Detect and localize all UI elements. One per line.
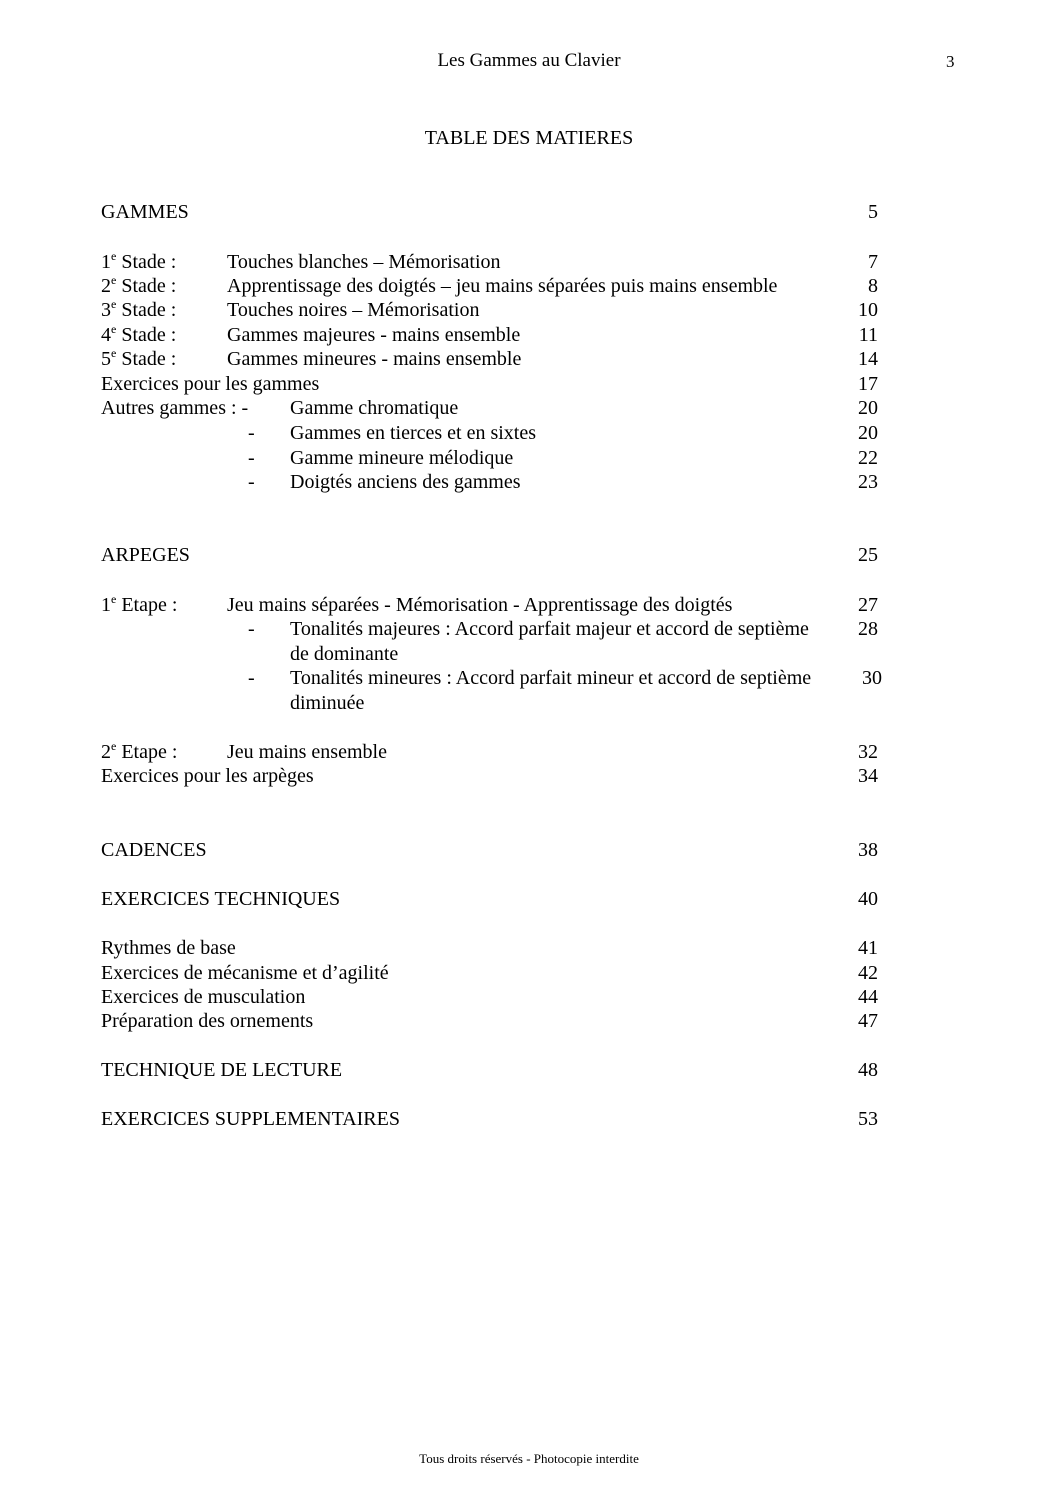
section-exercices-techniques-title: EXERCICES TECHNIQUES [101, 888, 341, 910]
autres-item-page: 20 [858, 422, 878, 444]
section-gammes-page: 5 [868, 201, 878, 223]
list-dash: - [248, 471, 255, 493]
etape1-sub1-page: 28 [858, 618, 878, 640]
etape1-sub2-page: 30 [862, 667, 882, 689]
stade1-page: 7 [868, 251, 878, 273]
section-lecture-page: 48 [858, 1059, 878, 1081]
etape1-sub2-cont: diminuée [290, 692, 365, 714]
rythmes-page: 41 [858, 937, 878, 959]
autres-item-page: 20 [858, 397, 878, 419]
section-gammes-title: GAMMES [101, 201, 189, 223]
stade1-label: 1e Stade : [101, 249, 177, 273]
section-supplementaires-title: EXERCICES SUPPLEMENTAIRES [101, 1108, 400, 1130]
running-header-title: Les Gammes au Clavier [437, 50, 621, 71]
stade4-text: Gammes majeures - mains ensemble [227, 324, 521, 346]
etape1-sub2-text: Tonalités mineures : Accord parfait mineur et accord de septième [290, 667, 812, 689]
musculation-page: 44 [858, 986, 878, 1008]
stade2-page: 8 [868, 275, 878, 297]
list-dash: - [248, 618, 255, 640]
section-supplementaires-page: 53 [858, 1108, 878, 1130]
ornements-page: 47 [858, 1010, 878, 1032]
list-dash: - [248, 422, 255, 444]
etape1-sub1-text: Tonalités majeures : Accord parfait majeur et accord de septième [290, 618, 809, 640]
page-number: 3 [946, 52, 955, 71]
rythmes-text: Rythmes de base [101, 937, 236, 959]
exercices-gammes-page: 17 [858, 373, 878, 395]
etape1-sub1-cont: de dominante [290, 643, 399, 665]
section-cadences-page: 38 [858, 839, 878, 861]
mecanisme-page: 42 [858, 962, 878, 984]
list-dash: - [248, 667, 255, 689]
mecanisme-text: Exercices de mécanisme et d’agilité [101, 962, 389, 984]
section-lecture-title: TECHNIQUE DE LECTURE [101, 1059, 343, 1081]
exercices-arpeges-text: Exercices pour les arpèges [101, 765, 314, 787]
etape2-label: 2e Etape : [101, 739, 178, 763]
stade3-text: Touches noires – Mémorisation [227, 299, 480, 321]
section-cadences-title: CADENCES [101, 839, 207, 861]
exercices-gammes-text: Exercices pour les gammes [101, 373, 320, 395]
stade4-page: 11 [858, 324, 878, 346]
autres-item-text: Gamme chromatique [290, 397, 459, 419]
autres-item-text: Gammes en tierces et en sixtes [290, 422, 537, 444]
toc-title: TABLE DES MATIERES [424, 127, 634, 149]
etape2-page: 32 [858, 741, 878, 763]
autres-item-page: 23 [858, 471, 878, 493]
section-arpeges-title: ARPEGES [101, 544, 190, 566]
stade5-label: 5e Stade : [101, 346, 177, 370]
stade3-label: 3e Stade : [101, 297, 177, 321]
autres-gammes-label: Autres gammes : - [101, 397, 249, 419]
musculation-text: Exercices de musculation [101, 986, 306, 1008]
section-arpeges-page: 25 [858, 544, 878, 566]
section-exercices-techniques-page: 40 [858, 888, 878, 910]
autres-item-text: Doigtés anciens des gammes [290, 471, 521, 493]
autres-item-page: 22 [858, 447, 878, 469]
stade5-page: 14 [858, 348, 878, 370]
etape1-page: 27 [858, 594, 878, 616]
list-dash: - [248, 447, 255, 469]
stade4-label: 4e Stade : [101, 322, 177, 346]
ornements-text: Préparation des ornements [101, 1010, 314, 1032]
stade2-text: Apprentissage des doigtés – jeu mains séparées puis mains ensemble [227, 275, 778, 297]
etape2-text: Jeu mains ensemble [227, 741, 387, 763]
stade3-page: 10 [858, 299, 878, 321]
stade1-text: Touches blanches – Mémorisation [227, 251, 501, 273]
stade2-label: 2e Stade : [101, 273, 177, 297]
autres-item-text: Gamme mineure mélodique [290, 447, 514, 469]
footer-copyright: Tous droits réservés - Photocopie interdite [419, 1451, 639, 1466]
etape1-text: Jeu mains séparées - Mémorisation - Apprentissage des doigtés [227, 594, 733, 616]
etape1-label: 1e Etape : [101, 592, 178, 616]
exercices-arpeges-page: 34 [858, 765, 878, 787]
stade5-text: Gammes mineures - mains ensemble [227, 348, 522, 370]
